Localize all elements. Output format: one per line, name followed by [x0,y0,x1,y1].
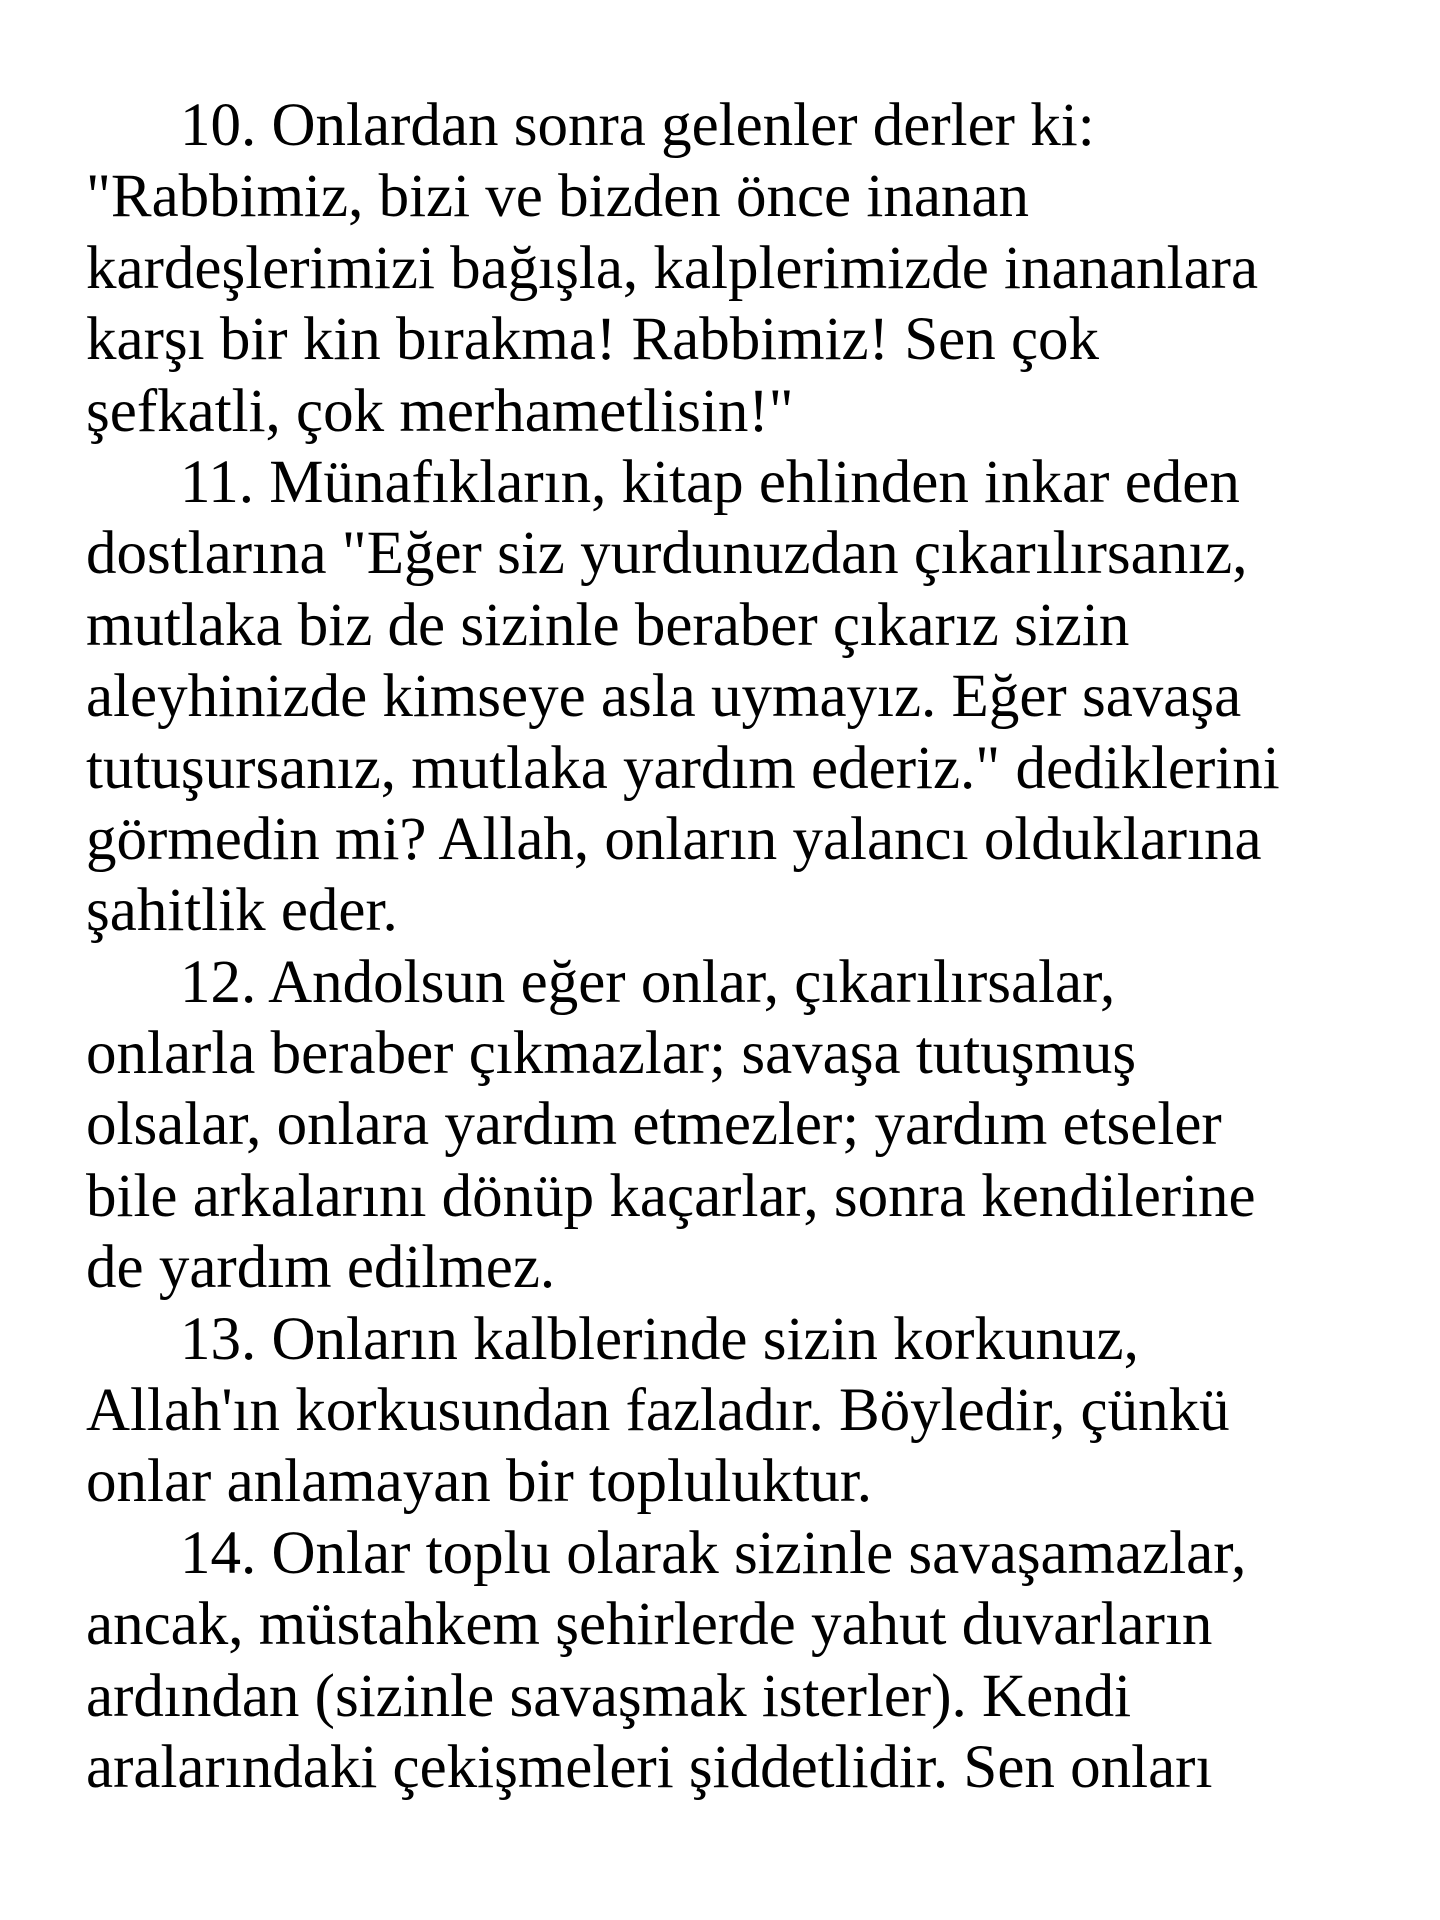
verse-13 [86,1304,1386,1518]
verse-12 [86,947,1386,1304]
text-line: onlar anlamayan bir topluluktur. [86,1448,873,1516]
text-line: Allah'ın korkusundan fazladır. Böyledir, çünkü [86,1377,1230,1445]
text-line: onlarla beraber çıkmazlar; savaşa tutuşmuş [86,1020,1137,1088]
document-page [86,90,1386,1803]
text-line: 14. Onlar toplu olarak sizinle savaşamazlar, [180,1519,1247,1587]
text-line: 12. Andolsun eğer onlar, çıkarılırsalar, [180,948,1116,1016]
text-line: ancak, müstahkem şehirlerde yahut duvarların [86,1591,1213,1659]
verse-11 [86,447,1386,947]
text-line: şahitlik eder. [86,877,398,945]
text-line: "Rabbimiz, bizi ve bizden önce inanan [86,163,1029,231]
text-line: de yardım edilmez. [86,1234,556,1302]
verse-14 [86,1518,1386,1804]
text-line: aleyhinizde kimseye asla uymayız. Eğer savaşa [86,663,1242,731]
text-line: şefkatli, çok merhametlisin!" [86,377,794,445]
text-line: tutuşursanız, mutlaka yardım ederiz." dediklerini [86,734,1280,802]
text-line: 10. Onlardan sonra gelenler derler ki: [180,92,1095,159]
text-line: kardeşlerimizi bağışla, kalplerimizde inananlara [86,234,1259,302]
text-line: olsalar, onlara yardım etmezler; yardım etseler [86,1091,1222,1159]
text-line: karşı bir kin bırakma! Rabbimiz! Sen çok [86,306,1100,374]
text-line: mutlaka biz de sizinle beraber çıkarız sizin [86,591,1130,659]
text-line: bile arkalarını dönüp kaçarlar, sonra kendilerine [86,1162,1256,1230]
text-line: 13. Onların kalblerinde sizin korkunuz, [180,1305,1139,1373]
text-line: dostlarına "Eğer siz yurdunuzdan çıkarılırsanız, [86,520,1248,588]
verse-10 [86,90,1386,447]
text-line: aralarındaki çekişmeleri şiddetlidir. Sen onları [86,1733,1213,1801]
text-line: 11. Münafıkların, kitap ehlinden inkar eden [180,448,1240,516]
text-line: görmedin mi? Allah, onların yalancı olduklarına [86,805,1262,873]
text-line: ardından (sizinle savaşmak isterler). Kendi [86,1662,1132,1730]
